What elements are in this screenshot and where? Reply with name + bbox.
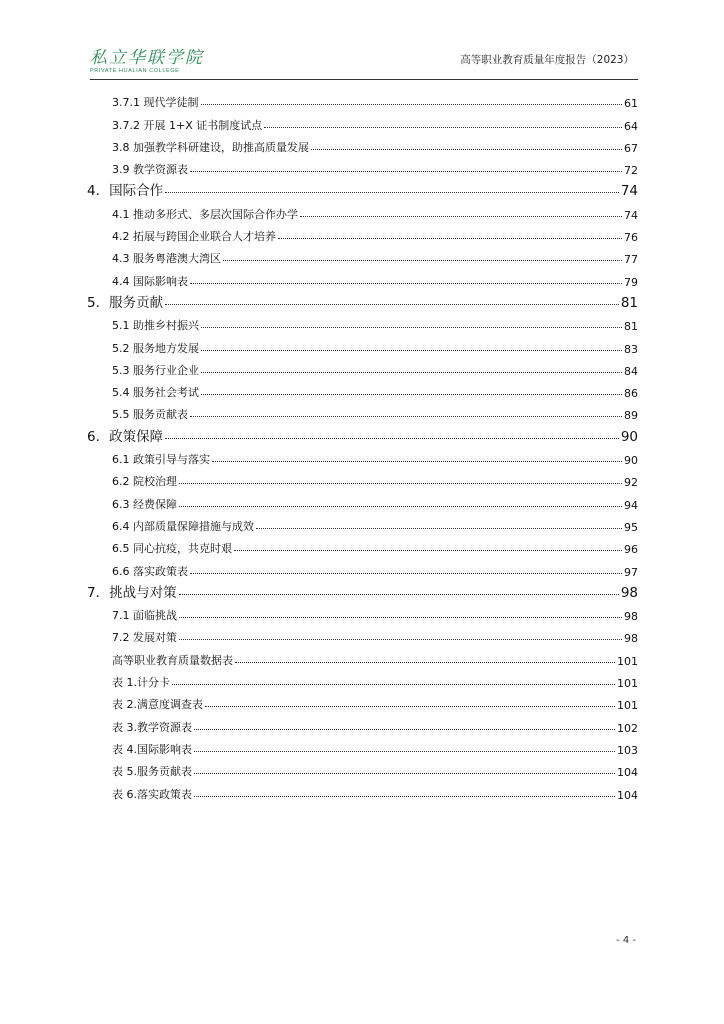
toc-dot-leader [256, 527, 622, 529]
toc-dot-leader [300, 215, 622, 217]
toc-entry-title: 6.4 内部质量保障措施与成效 [112, 519, 254, 533]
toc-section-entry[interactable] [87, 534, 638, 556]
toc-entry-title: 6.6 落实政策表 [112, 564, 188, 578]
toc-dot-leader [179, 593, 619, 595]
toc-section-entry[interactable] [87, 779, 638, 801]
toc-dot-leader [201, 349, 622, 351]
toc-entry-page: 104 [617, 766, 638, 780]
toc-entry-title: 5.2 服务地方发展 [112, 341, 199, 355]
toc-chapter-entry[interactable] [87, 289, 638, 311]
toc-dot-leader [212, 460, 622, 462]
toc-section-entry[interactable] [87, 556, 638, 578]
toc-entry-title: 表 4.国际影响表 [112, 742, 192, 756]
toc-dot-leader [264, 126, 622, 128]
toc-entry-title: 6.2 院校治理 [112, 475, 177, 489]
toc-dot-leader [190, 170, 622, 172]
toc-entry-page: 103 [617, 743, 638, 757]
toc-entry-title: 4.1 推动多形式、多层次国际合作办学 [112, 207, 298, 221]
toc-section-entry[interactable] [87, 467, 638, 489]
toc-section-entry[interactable] [87, 356, 638, 378]
logo-english-name: PRIVATE HUALIAN COLLEGE [90, 68, 180, 74]
page-number: - 4 - [616, 935, 636, 946]
toc-dot-leader [201, 393, 622, 395]
toc-entry-page: 101 [617, 654, 638, 668]
toc-entry-page: 76 [624, 231, 638, 245]
toc-dot-leader [194, 795, 615, 797]
toc-dot-leader [190, 572, 622, 574]
toc-entry-title: 4.2 拓展与跨国企业联合人才培养 [112, 230, 276, 244]
toc-section-entry[interactable] [87, 266, 638, 288]
toc-entry-title: 6.1 政策引导与落实 [112, 453, 210, 467]
toc-entry-title: 6．政策保障 [87, 428, 164, 445]
toc-entry-title: 3.7.2 开展 1+X 证书制度试点 [112, 118, 263, 132]
toc-chapter-entry[interactable] [87, 579, 638, 601]
toc-entry-page: 101 [617, 699, 638, 713]
toc-entry-title: 表 2.满意度调查表 [112, 698, 203, 712]
toc-entry-page: 90 [620, 428, 638, 445]
toc-section-entry[interactable] [87, 333, 638, 355]
toc-dot-leader [179, 505, 622, 507]
toc-section-entry[interactable] [87, 110, 638, 132]
toc-entry-page: 81 [624, 320, 638, 334]
toc-dot-leader [179, 482, 622, 484]
toc-dot-leader [194, 728, 615, 730]
toc-section-entry[interactable] [87, 88, 638, 110]
table-of-contents [87, 88, 638, 802]
toc-section-entry[interactable] [87, 690, 638, 712]
toc-dot-leader [201, 326, 622, 328]
toc-dot-leader [190, 415, 622, 417]
toc-section-entry[interactable] [87, 712, 638, 734]
toc-dot-leader [205, 705, 615, 707]
toc-entry-title: 表 6.落实政策表 [112, 787, 192, 801]
toc-dot-leader [172, 683, 615, 685]
page-header [0, 0, 724, 90]
toc-entry-page: 67 [624, 141, 638, 155]
toc-entry-page: 64 [624, 119, 638, 133]
toc-entry-title: 3.8 加强教学科研建设，助推高质量发展 [112, 140, 309, 154]
toc-section-entry[interactable] [87, 378, 638, 400]
report-title: 高等职业教育质量年度报告（2023） [460, 54, 634, 66]
toc-section-entry[interactable] [87, 155, 638, 177]
toc-entry-title: 4.3 服务粤港澳大湾区 [112, 252, 221, 266]
toc-entry-page: 74 [620, 183, 638, 200]
toc-dot-leader [190, 282, 622, 284]
toc-dot-leader [165, 303, 619, 305]
toc-chapter-entry[interactable] [87, 177, 638, 199]
toc-entry-page: 89 [624, 409, 638, 423]
toc-section-entry[interactable] [87, 512, 638, 534]
toc-entry-title: 3.7.1 现代学徒制 [112, 96, 199, 110]
toc-section-entry[interactable] [87, 199, 638, 221]
toc-dot-leader [201, 371, 622, 373]
toc-entry-title: 3.9 教学资源表 [112, 163, 188, 177]
toc-entry-page: 98 [624, 610, 638, 624]
toc-entry-page: 98 [620, 584, 638, 601]
toc-entry-title: 6.3 经费保障 [112, 497, 177, 511]
toc-section-entry[interactable] [87, 735, 638, 757]
toc-section-entry[interactable] [87, 489, 638, 511]
toc-entry-page: 94 [624, 498, 638, 512]
toc-entry-page: 72 [624, 164, 638, 178]
toc-section-entry[interactable] [87, 601, 638, 623]
header-divider [90, 79, 638, 80]
toc-section-entry[interactable] [87, 133, 638, 155]
toc-entry-page: 97 [624, 565, 638, 579]
toc-entry-title: 高等职业教育质量数据表 [112, 653, 233, 667]
toc-dot-leader [194, 750, 615, 752]
toc-entry-title: 表 3.教学资源表 [112, 720, 192, 734]
toc-entry-page: 104 [617, 788, 638, 802]
toc-entry-title: 表 5.服务贡献表 [112, 765, 192, 779]
toc-entry-page: 101 [617, 677, 638, 691]
toc-section-entry[interactable] [87, 645, 638, 667]
toc-section-entry[interactable] [87, 623, 638, 645]
toc-entry-title: 7.2 发展对策 [112, 631, 177, 645]
toc-entry-page: 79 [624, 275, 638, 289]
toc-section-entry[interactable] [87, 244, 638, 266]
toc-entry-page: 81 [620, 294, 638, 311]
toc-dot-leader [165, 191, 619, 193]
toc-dot-leader [201, 103, 623, 105]
toc-entry-page: 90 [624, 454, 638, 468]
toc-chapter-entry[interactable] [87, 422, 638, 444]
toc-dot-leader [234, 549, 622, 551]
toc-entry-page: 102 [617, 721, 638, 735]
college-logo [90, 48, 204, 74]
toc-entry-title: 表 1.计分卡 [112, 676, 170, 690]
logo-calligraphy: 私立华联学院 [90, 48, 204, 68]
toc-dot-leader [179, 616, 622, 618]
toc-entry-title: 6.5 同心抗疫，共克时艰 [112, 542, 232, 556]
toc-section-entry[interactable] [87, 400, 638, 422]
toc-entry-title: 5.1 助推乡村振兴 [112, 319, 199, 333]
toc-entry-page: 84 [624, 364, 638, 378]
toc-dot-leader [311, 148, 622, 150]
toc-section-entry[interactable] [87, 668, 638, 690]
toc-entry-page: 86 [624, 387, 638, 401]
toc-entry-title: 5.3 服务行业企业 [112, 363, 199, 377]
toc-entry-page: 95 [624, 520, 638, 534]
toc-dot-leader [235, 661, 615, 663]
toc-entry-page: 77 [624, 253, 638, 267]
toc-dot-leader [278, 237, 622, 239]
toc-entry-title: 7.1 面临挑战 [112, 609, 177, 623]
toc-section-entry[interactable] [87, 222, 638, 244]
toc-entry-page: 98 [624, 632, 638, 646]
toc-dot-leader [194, 772, 615, 774]
toc-entry-page: 74 [624, 208, 638, 222]
toc-entry-title: 5．服务贡献 [87, 294, 164, 311]
toc-entry-title: 4.4 国际影响表 [112, 274, 188, 288]
toc-dot-leader [223, 259, 622, 261]
toc-entry-title: 5.4 服务社会考试 [112, 386, 199, 400]
toc-entry-page: 96 [624, 543, 638, 557]
toc-section-entry[interactable] [87, 445, 638, 467]
toc-entry-page: 83 [624, 342, 638, 356]
toc-dot-leader [165, 437, 619, 439]
toc-section-entry[interactable] [87, 757, 638, 779]
toc-entry-page: 92 [624, 476, 638, 490]
toc-section-entry[interactable] [87, 311, 638, 333]
toc-dot-leader [179, 638, 622, 640]
toc-entry-page: 61 [624, 97, 638, 111]
toc-entry-title: 5.5 服务贡献表 [112, 408, 188, 422]
toc-entry-title: 7．挑战与对策 [87, 584, 177, 601]
toc-entry-title: 4．国际合作 [87, 183, 164, 200]
